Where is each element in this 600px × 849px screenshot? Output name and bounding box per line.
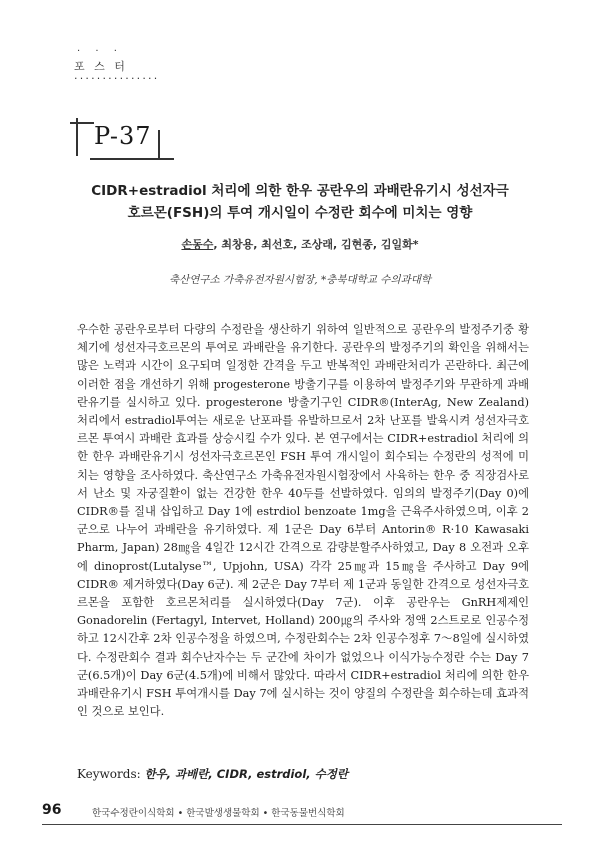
author-list: [60, 236, 540, 252]
keywords-label: Keywords:: [77, 767, 145, 781]
page-number: 96: [42, 802, 62, 818]
paper-title: [60, 180, 540, 224]
poster-number-box: [76, 118, 172, 162]
section-label: 포 스 터: [74, 60, 128, 73]
section-dots-top: · · ·: [77, 46, 123, 57]
bracket-right-line: [158, 130, 160, 160]
abstract-text: 우수한 공란우로부터 다량의 수정란을 생산하기 위하여 일반적으로 공란우의 발정주기중 황체기에 성선자극호르몬의 투여로 과배란을 유기한다. 공란우의 발정주기의 확인을 위해서는 많은 노력과 시간이 요구되며 일정한 간격을 두고 반복적인 과배란처리가 곤란하다. 최근에 이러한 점을 개선하기 위해 progesterone 방출기구를 이용하여 발정주기와 무관하게 과배란유기를 실시하고 있다. progesterone 방출기구인 CIDR®(InterAg, New Zealand) 처리에서 estradiol투여는 새로운 난포파를 유발하므로서 2차 난포를 발육시켜 성선자극호르몬 투여시 과배란 효과를 상승시킬 수가 있다. 본 연구에서는 CIDR+estradiol 처리에 의한 한우 과배란유기시 성선자극호르몬인 FSH 투여 개시일이 회수되는 수정란의 성적에 미치는 영향을 조사하였다. 축산연구소 가축유전자원시험장에서 사육하는 한우 중 직장검사로서 난소 및 자궁질환이 없는 건강한 한우 40두를 선발하였다. 임의의 발정주기(Day 0)에 CIDR®를 질내 삽입하고 Day 1에 estrdiol benzoate 1mg을 근육주사하였으며, 이후 2군으로 나누어 과배란을 유기하였다. 제 1군은 Day 6부터 Antorin® R·10 Kawasaki Pharm, Japan) 28㎎을 4일간 12시간 간격으로 감량분할주사하였고, Day 8 오전과 오후에 dinoprost(Lutalyse™, Upjohn, USA) 각각 25㎎과 15㎎을 주사하고 Day 9에 CIDR® 제거하였다(Day 6군). 제 2군은 Day 7부터 제 1군과 동일한 간격으로 성선자극호르몬을 포함한 호르몬처리를 실시하였다(Day 7군). 이후 공란우는 GnRH제제인 Gonadorelin (Fertagyl, Intervet, Holland) 200㎍의 주사와 정액 2스트로로 인공수정하고 12시간후 2차 인공수정을 하였으며, 수정란회수는 2차 인공수정후 7～8일에 실시하였다. 수정란회수 결과 회수난자수는 두 군간에 차이가 없었으나 이식가능수정란 수는 Day 7군(6.5개)이 Day 6군(4.5개)에 비해서 많았다. 따라서 CIDR+estradiol 처리에 의한 한우 과배란유기시 FSH 투여개시를 Day 7에 실시하는 것이 양질의 수정란을 회수하는데 효과적인 것으로 보인다.: [77, 323, 529, 719]
bracket-left-line: [76, 118, 78, 156]
keywords: [77, 766, 348, 782]
keywords-list: 한우, 과배란, CIDR, estrdiol, 수정란: [144, 767, 348, 781]
bracket-bottom-line: [90, 158, 174, 160]
bracket-top-line: [70, 122, 94, 124]
society-names: 한국수정란이식학회 • 한국발생생물학회 • 한국동물번식학회: [92, 808, 345, 819]
section-dots-bottom: ···············: [74, 72, 160, 85]
poster-number: P-37: [94, 122, 152, 150]
page-footer: [42, 802, 562, 826]
footer-rule: [42, 824, 562, 825]
affiliation: 축산연구소 가축유전자원시험장, *충북대학교 수의과대학: [168, 274, 432, 286]
co-authors: , 최창용, 최선호, 조상래, 김현종, 김일화*: [213, 238, 419, 251]
title-line-2: 호르몬(FSH)의 투여 개시일이 수정란 회수에 미치는 영향: [127, 205, 473, 221]
title-line-1: CIDR+estradiol 처리에 의한 한우 공란우의 과배란유기시 성선자극: [91, 183, 509, 199]
section-tag: [74, 48, 159, 84]
first-author: 손동수: [181, 238, 214, 251]
